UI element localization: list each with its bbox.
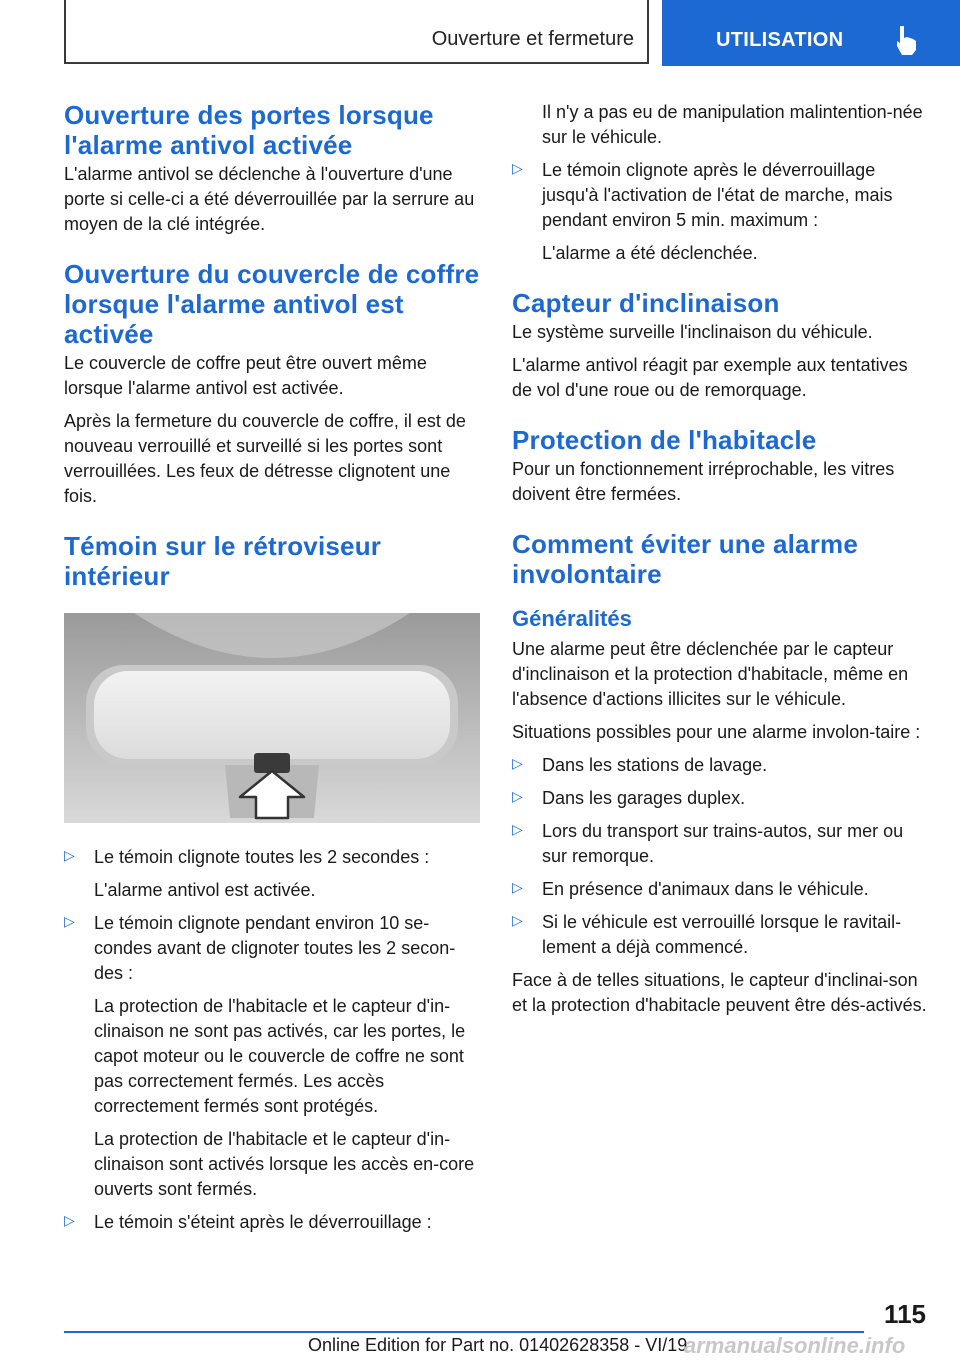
bullet-text: Le témoin clignote toutes les 2 secondes : xyxy=(94,847,430,867)
triangle-bullet-icon: ▷ xyxy=(512,912,523,928)
list-item xyxy=(64,845,480,870)
list-item xyxy=(512,910,928,960)
triangle-bullet-icon: ▷ xyxy=(512,160,523,176)
triangle-bullet-icon: ▷ xyxy=(64,913,75,929)
right-column xyxy=(512,100,928,1026)
heading-general: Généralités xyxy=(512,606,632,631)
bullet-text: Le témoin s'éteint après le déverrouillage : xyxy=(94,1212,432,1232)
list-item xyxy=(64,911,480,986)
header-tab[interactable] xyxy=(662,0,960,66)
header-tab-label: UTILISATION xyxy=(716,29,844,51)
heading-doors: Ouverture des portes lorsque l'alarme antivol activée xyxy=(64,100,434,160)
paragraph-tilt-1: Le système surveille l'inclinaison du véhicule. xyxy=(512,322,873,342)
situation-text: Dans les garages duplex. xyxy=(542,788,746,808)
bullet-subtext: L'alarme a été déclenchée. xyxy=(542,243,758,263)
triangle-bullet-icon: ▷ xyxy=(512,755,523,771)
situation-text: Si le véhicule est verrouillé lorsque le ravitail‐lement a déjà commencé. xyxy=(542,912,902,957)
paragraph-general-2: Situations possibles pour une alarme involon‐taire : xyxy=(512,722,921,742)
watermark: armanualsonline.info xyxy=(684,1333,906,1358)
heading-cabin-protection: Protection de l'habitacle xyxy=(512,425,817,455)
triangle-bullet-icon: ▷ xyxy=(64,1212,75,1228)
continuation-text: Il n'y a pas eu de manipulation malintention‐née sur le véhicule. xyxy=(542,102,923,147)
paragraph-cabin: Pour un fonctionnement irréprochable, les vitres doivent être fermées. xyxy=(512,459,895,504)
heading-tilt-sensor: Capteur d'inclinaison xyxy=(512,288,780,318)
triangle-bullet-icon: ▷ xyxy=(512,879,523,895)
triangle-bullet-icon: ▷ xyxy=(64,847,75,863)
situation-text: Lors du transport sur trains-autos, sur mer ou sur remorque. xyxy=(542,821,904,866)
heading-avoid-alarm: Comment éviter une alarme involontaire xyxy=(512,529,859,589)
list-item xyxy=(512,877,928,902)
bullet-subtext: La protection de l'habitacle et le capteur d'in‐clinaison ne sont pas activés, car les portes, le capot moteur ou le couvercle de coffre ne sont pas correctement fermés. Les accès correctement fermés sont protégés. xyxy=(94,996,466,1116)
triangle-bullet-icon: ▷ xyxy=(512,788,523,804)
heading-trunk: Ouverture du couvercle de coffre lorsque l'alarme antivol est activée xyxy=(64,259,480,349)
bullet-subtext: La protection de l'habitacle et le capteur d'in‐clinaison sont activés lorsque les accès en‐core ouverts sont fermés. xyxy=(94,1129,475,1199)
bullet-text: Le témoin clignote après le déverrouillage jusqu'à l'activation de l'état de marche, mais pendant environ 5 min. maximum : xyxy=(542,160,893,230)
list-item xyxy=(512,786,928,811)
pointing-hand-icon xyxy=(894,24,922,56)
list-item xyxy=(64,1210,480,1235)
page-number: 115 xyxy=(884,1299,926,1329)
bullet-subtext: L'alarme antivol est activée. xyxy=(94,880,316,900)
paragraph-general-1: Une alarme peut être déclenchée par le capteur d'inclinaison et la protection d'habitacle, même en l'absence d'actions illicites sur le véhicule. xyxy=(512,639,909,709)
paragraph-tilt-2: L'alarme antivol réagit par exemple aux tentatives de vol d'une roue ou de remorquage. xyxy=(512,355,908,400)
rearview-mirror-illustration xyxy=(64,613,480,823)
paragraph-trunk-1: Le couvercle de coffre peut être ouvert même lorsque l'alarme antivol est activée. xyxy=(64,353,427,398)
situation-text: En présence d'animaux dans le véhicule. xyxy=(542,879,869,899)
footer-edition: Online Edition for Part no. 01402628358 - VI/19 xyxy=(308,1335,688,1355)
list-item xyxy=(512,753,928,778)
header-section-title: Ouverture et fermeture xyxy=(431,28,634,50)
situations-list xyxy=(512,753,928,960)
mirror-bullet-list xyxy=(64,845,480,1235)
triangle-bullet-icon: ▷ xyxy=(512,821,523,837)
paragraph-trunk-2: Après la fermeture du couvercle de coffre, il est de nouveau verrouillé et surveillé si les portes sont verrouillées. Les feux de détresse clignotent une fois. xyxy=(64,411,466,506)
heading-mirror: Témoin sur le rétroviseur intérieur xyxy=(64,531,382,591)
bullet-text: Le témoin clignote pendant environ 10 se‐condes avant de clignoter toutes les 2 secon‐des : xyxy=(94,913,456,983)
situation-text: Dans les stations de lavage. xyxy=(542,755,768,775)
paragraph-doors: L'alarme antivol se déclenche à l'ouverture d'une porte si celle-ci a été déverrouillée par la serrure au moyen de la clé intégrée. xyxy=(64,164,475,234)
list-item xyxy=(512,158,928,233)
list-item xyxy=(512,819,928,869)
paragraph-final: Face à de telles situations, le capteur d'inclinai‐son et la protection d'habitacle peuvent être dés‐activés. xyxy=(512,970,927,1015)
left-column xyxy=(64,100,480,1243)
